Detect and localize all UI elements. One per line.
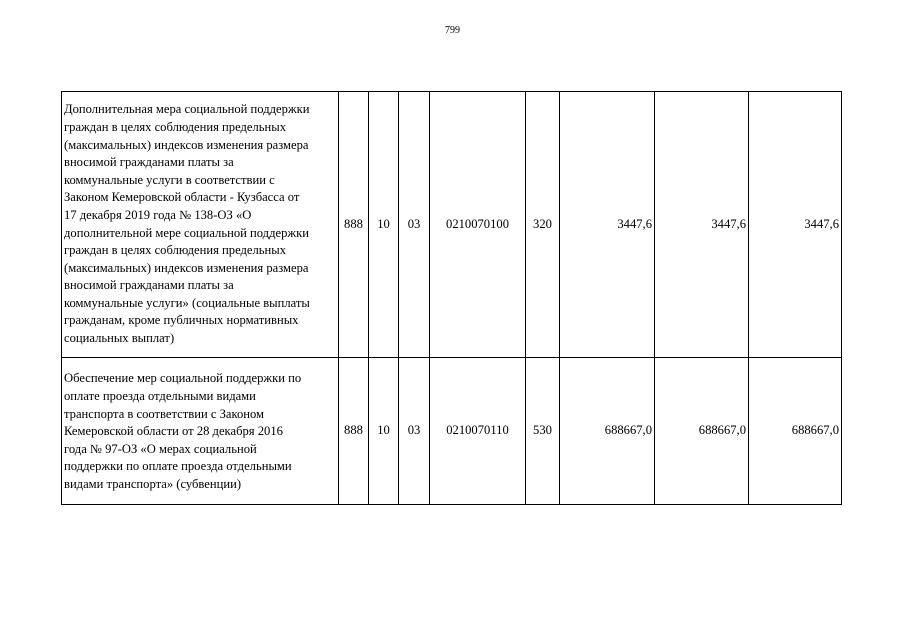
row-name-line: дополнительной мере социальной поддержки <box>64 225 309 240</box>
budget-table <box>61 91 842 505</box>
amount-cell-1: 3447,6 <box>560 92 655 358</box>
row-name-line: поддержки по оплате проезда отдельными <box>64 459 292 474</box>
row-name-cell <box>62 92 339 358</box>
row-name-line: граждан в целях соблюдения предельных <box>64 119 287 134</box>
row-name-line: (максимальных) индексов изменения размера <box>64 137 309 152</box>
amount-cell-3: 688667,0 <box>749 358 842 505</box>
row-name-line: вносимой гражданами платы за <box>64 155 234 170</box>
row-name-line: Дополнительная мера социальной поддержки <box>64 102 310 117</box>
row-name-line: транспорта в соответствии с Законом <box>64 406 265 421</box>
target-article-cell: 0210070100 <box>430 92 526 358</box>
expense-type-cell: 320 <box>526 92 560 358</box>
target-article-cell: 0210070110 <box>430 358 526 505</box>
row-name-line: коммунальные услуги» (социальные выплаты <box>64 295 310 310</box>
subsection-code-cell: 03 <box>399 92 430 358</box>
row-name-line: 17 декабря 2019 года № 138-ОЗ «О <box>64 207 252 222</box>
row-name-line: года № 97-ОЗ «О мерах социальной <box>64 441 257 456</box>
row-name-line: Законом Кемеровской области - Кузбасса от <box>64 190 300 205</box>
row-name-line: коммунальные услуги в соответствии с <box>64 172 275 187</box>
row-name-line: Кемеровской области от 28 декабря 2016 <box>64 424 283 439</box>
subsection-code-cell: 03 <box>399 358 430 505</box>
table-row <box>62 92 842 358</box>
section-code-cell: 10 <box>369 358 399 505</box>
row-name-line: вносимой гражданами платы за <box>64 278 234 293</box>
section-code-cell: 10 <box>369 92 399 358</box>
expense-type-cell: 530 <box>526 358 560 505</box>
row-name-cell <box>62 358 339 505</box>
row-name-line: граждан в целях соблюдения предельных <box>64 243 287 258</box>
amount-cell-3: 3447,6 <box>749 92 842 358</box>
ved-code-cell: 888 <box>339 358 369 505</box>
table-row <box>62 358 842 505</box>
row-name-line: гражданам, кроме публичных нормативных <box>64 313 299 328</box>
row-name-line: видами транспорта» (субвенции) <box>64 476 242 491</box>
ved-code-cell: 888 <box>339 92 369 358</box>
page-number: 799 <box>445 25 460 36</box>
amount-cell-2: 688667,0 <box>655 358 749 505</box>
amount-cell-1: 688667,0 <box>560 358 655 505</box>
row-name-line: социальных выплат) <box>64 331 175 346</box>
row-name-line: (максимальных) индексов изменения размера <box>64 260 309 275</box>
amount-cell-2: 3447,6 <box>655 92 749 358</box>
row-name-line: Обеспечение мер социальной поддержки по <box>64 371 302 386</box>
row-name-line: оплате проезда отдельными видами <box>64 389 256 404</box>
